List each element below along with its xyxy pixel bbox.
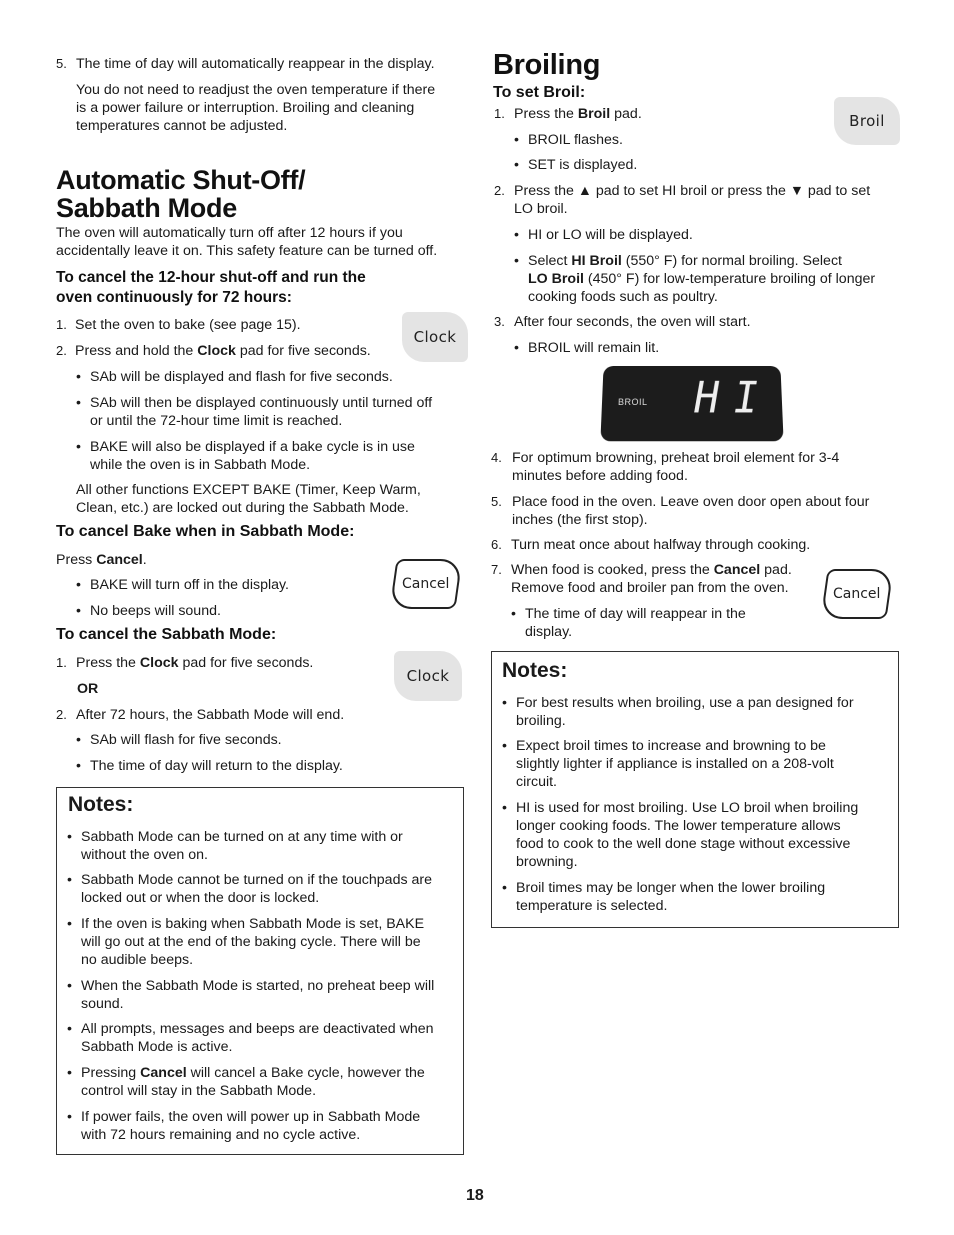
cancel-pad-icon: Cancel [389,559,462,609]
step-text: Press the ▲ pad to set HI broil or press the ▼ pad to set LO broil. [514,183,871,217]
bullet-item: • The time of day will reappear in the display. [525,605,746,641]
subheading-set-broil: To set Broil: [493,84,586,101]
note-item: • All prompts, messages and beeps are deactivated when Sabbath Mode is active. [81,1020,434,1056]
cancel-pad-icon: Cancel [820,569,893,619]
note-item: • When the Sabbath Mode is started, no preheat beep will sound. [81,977,434,1013]
clock-pad-icon: Clock [394,651,462,701]
display-value: HI [689,372,776,424]
bullet-item: • SET is displayed. [528,156,637,174]
bullet-item: • BAKE will turn off in the display. [90,576,289,594]
step-text: Turn meat once about halfway through cooking. [511,537,811,553]
bullet-item: • The time of day will return to the display. [90,757,343,775]
note-item: • If power fails, the oven will power up in Sabbath Mode with 72 hours remaining and no cycle active. [81,1108,420,1144]
bullet-item: • HI or LO will be displayed. [528,226,693,244]
step-text: For optimum browning, preheat broil element for 3-4 minutes before adding food. [512,450,840,484]
section-title-sabbath: Automatic Shut-Off/ Sabbath Mode [56,165,306,223]
oven-display [600,366,783,441]
note-item: • Sabbath Mode can be turned on at any time with or without the oven on. [81,828,403,864]
note-item: • Expect broil times to increase and browning to be slightly lighter if appliance is installed on a 208-volt circuit. [516,737,834,791]
step-text: Set the oven to bake (see page 15). [75,317,301,333]
section-title-broiling: Broiling [493,49,601,81]
down-arrow-icon: ▼ [789,183,804,199]
notes-box-broiling [491,651,899,928]
press-cancel-text: Press Cancel. [56,552,147,568]
bullet-item: • SAb will flash for five seconds. [90,731,282,749]
note-item: • HI is used for most broiling. Use LO broil when broiling longer cooking foods. The lower temperature allows food to cook to the well done stage without excessive browning. [516,799,858,871]
bullet-item: • SAb will be displayed and flash for five seconds. [90,368,393,386]
notes-box-sabbath [56,787,464,1155]
bullet-item: • BROIL will remain lit. [528,339,659,357]
broil-pad-icon: Broil [834,97,900,145]
bullet-item: • Select HI Broil (550° F) for normal broiling. Select LO Broil (450° F) for low-temperature broiling of longer cooking foods such as poultry. [528,252,875,306]
or-label: OR [77,681,99,697]
bullet-item: • BROIL flashes. [528,131,623,149]
display-broil-label: BROIL [617,397,648,407]
intro-step-text: The time of day will automatically reappear in the display. [76,56,435,72]
step-text: After four seconds, the oven will start. [514,314,751,330]
sabbath-description: The oven will automatically turn off after 12 hours if you accidentally leave it on. This safety feature can be turned off. [56,225,438,259]
note-item: • Broil times may be longer when the lower broiling temperature is selected. [516,879,825,915]
notes-title: Notes: [502,659,568,682]
bullet-item: • BAKE will also be displayed if a bake cycle is in use while the oven is in Sabbath Mode. [90,438,415,474]
note-item: • Pressing Cancel will cancel a Bake cycle, however the control will stay in the Sabbath Mode. [81,1064,425,1100]
step-text: Press and hold the Clock pad for five seconds. [75,343,371,359]
step-text: Press the Clock pad for five seconds. [76,655,314,671]
step-text: Press the Broil pad. [514,106,642,122]
step-text: When food is cooked, press the Cancel pad. Remove food and broiler pan from the oven. [511,562,792,596]
step-text: Place food in the oven. Leave oven door open about four inches (the first stop). [512,494,870,528]
intro-paragraph: You do not need to readjust the oven temperature if there is a power failure or interruption. Broiling and cleaning temperatures cannot be adjusted. [76,82,436,134]
notes-title: Notes: [68,793,134,816]
note-item: • Sabbath Mode cannot be turned on if the touchpads are locked out or when the door is locked. [81,871,432,907]
note-item: • For best results when broiling, use a pan designed for broiling. [516,694,854,730]
note-item: • If the oven is baking when Sabbath Mode is set, BAKE will go out at the end of the baking cycle. There will be no audible beeps. [81,915,424,969]
subheading-cancel-bake: To cancel Bake when in Sabbath Mode: [56,523,355,540]
lockout-paragraph: All other functions EXCEPT BAKE (Timer, Keep Warm, Clean, etc.) are locked out during the Sabbath Mode. [76,482,421,516]
subheading-cancel-shutoff: To cancel the 12-hour shut-off and run the oven continuously for 72 hours: [56,269,366,306]
step-number: 5. [56,56,67,71]
bullet-item: • No beeps will sound. [90,602,221,620]
subheading-cancel-sabbath: To cancel the Sabbath Mode: [56,626,277,643]
up-arrow-icon: ▲ [577,183,592,199]
step-text: After 72 hours, the Sabbath Mode will end. [76,707,345,723]
clock-pad-icon: Clock [402,312,468,362]
page-number: 18 [466,1187,484,1204]
bullet-item: • SAb will then be displayed continuously until turned off or until the 72-hour time limit is reached. [90,394,432,430]
